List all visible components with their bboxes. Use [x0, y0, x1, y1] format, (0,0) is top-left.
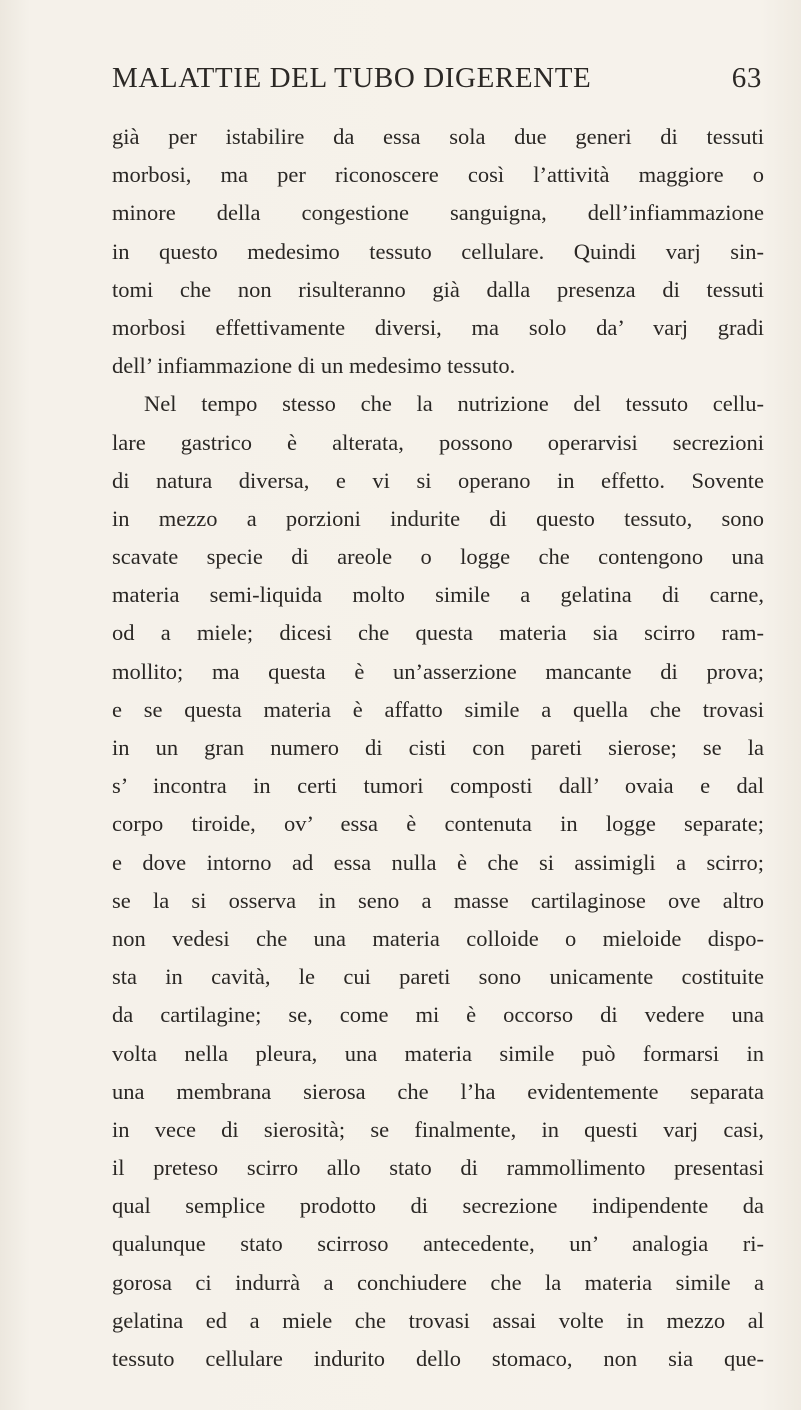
- text-line: tessuto cellulare indurito dello stomaco, non sia que-: [112, 1346, 764, 1371]
- text-line: dell’ infiammazione di un medesimo tessuto.: [112, 353, 516, 379]
- text-line: non vedesi che una materia colloide o mieloide dispo-: [112, 925, 764, 951]
- text-line: gorosa ci indurrà a conchiudere che la materia simile a: [112, 1269, 764, 1295]
- text-line: morbosi, ma per riconoscere così l’attività maggiore o: [112, 162, 764, 188]
- text-line: s’ incontra in certi tumori composti dall’ ovaia e dal: [112, 773, 764, 799]
- text-line: e se questa materia è affatto simile a quella che trovasi: [112, 696, 764, 722]
- text-line: corpo tiroide, ov’ essa è contenuta in logge separate;: [112, 811, 764, 837]
- text-line: in un gran numero di cisti con pareti sierose; se la: [112, 735, 764, 760]
- text-line: morbosi effettivamente diversi, ma solo da’ varj gradi: [112, 314, 764, 340]
- text-line: in mezzo a porzioni indurite di questo tessuto, sono: [112, 505, 764, 531]
- body-text: [112, 118, 764, 1378]
- text-line: qualunque stato scirroso antecedente, un’ analogia ri-: [112, 1231, 764, 1257]
- text-line: materia semi-liquida molto simile a gelatina di carne,: [112, 582, 764, 608]
- text-line: gelatina ed a miele che trovasi assai volte in mezzo al: [112, 1307, 764, 1333]
- text-line: tomi che non risulteranno già dalla presenza di tessuti: [112, 276, 764, 302]
- text-line: od a miele; dicesi che questa materia sia scirro ram-: [112, 620, 764, 646]
- page-number: 63: [731, 62, 762, 94]
- text-line: in questo medesimo tessuto cellulare. Quindi varj sin-: [112, 238, 764, 264]
- text-line: una membrana sierosa che l’ha evidentemente separata: [112, 1078, 764, 1104]
- text-line: in vece di sierosità; se finalmente, in questi varj casi,: [112, 1116, 764, 1142]
- text-line: mollito; ma questa è un’asserzione mancante di prova;: [112, 658, 764, 684]
- text-line: e dove intorno ad essa nulla è che si assimigli a scirro;: [112, 849, 764, 875]
- text-line: volta nella pleura, una materia simile può formarsi in: [112, 1040, 764, 1066]
- text-line: sta in cavità, le cui pareti sono unicamente costituite: [112, 964, 764, 990]
- text-line: qual semplice prodotto di secrezione indipendente da: [112, 1193, 764, 1219]
- running-title: MALATTIE DEL TUBO DIGERENTE: [112, 62, 592, 94]
- text-line: di natura diversa, e vi si operano in effetto. Sovente: [112, 467, 764, 493]
- text-line: minore della congestione sanguigna, dell’infiammazione: [112, 200, 764, 226]
- text-line: se la si osserva in seno a masse cartilaginose ove altro: [112, 887, 764, 913]
- paragraph-start-line: Nel tempo stesso che la nutrizione del tessuto cellu-: [144, 391, 764, 417]
- text-line: scavate specie di areole o logge che contengono una: [112, 544, 764, 570]
- running-header: [112, 62, 762, 106]
- text-line: il preteso scirro allo stato di rammollimento presentasi: [112, 1155, 764, 1181]
- text-line: da cartilagine; se, come mi è occorso di vedere una: [112, 1002, 764, 1028]
- text-line: già per istabilire da essa sola due generi di tessuti: [112, 124, 764, 149]
- text-line: lare gastrico è alterata, possono operarvisi secrezioni: [112, 429, 764, 455]
